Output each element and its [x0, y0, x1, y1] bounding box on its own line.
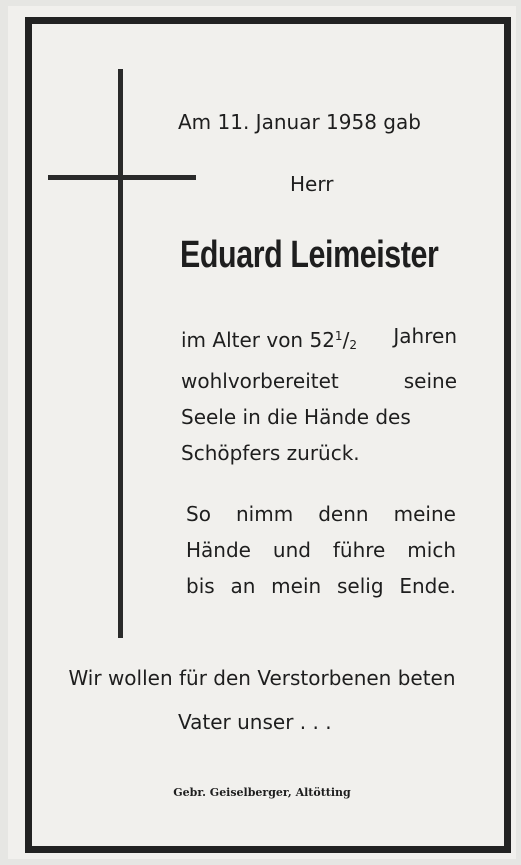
verse-line-2: Hände und führe mich: [186, 538, 456, 562]
verse-line-1: So nimm denn meine: [186, 502, 456, 526]
date-line: Am 11. Januar 1958 gab: [178, 110, 421, 134]
vater-unser-line: Vater unser . . .: [178, 710, 332, 734]
age-suffix: Jahren: [393, 324, 457, 348]
prayer-line: Wir wollen für den Verstorbenen beten: [68, 666, 456, 690]
obituary-line-2: wohlvorbereitet seine: [181, 369, 457, 393]
cross-vertical-bar: [118, 69, 123, 638]
obituary-line-4: Schöpfers zurück.: [181, 441, 360, 465]
obituary-line-3: Seele in die Hände des: [181, 405, 411, 429]
age-fraction-denominator: 2: [349, 338, 357, 352]
cross-horizontal-bar: [48, 175, 196, 180]
age-prefix: im Alter von $52^1/_2$: [181, 328, 357, 352]
verse-text: [186, 496, 456, 604]
obituary-text: [181, 318, 457, 471]
age-fraction-numerator: 1: [334, 329, 343, 343]
verse-line-3: bis an mein selig Ende.: [186, 574, 456, 598]
deceased-name: Eduard Leimeister: [180, 234, 439, 276]
memorial-card: [8, 6, 516, 859]
printer-credit: Gebr. Geiselberger, Altötting: [173, 786, 351, 799]
age-line: [181, 318, 457, 363]
title-herr: Herr: [290, 172, 334, 196]
